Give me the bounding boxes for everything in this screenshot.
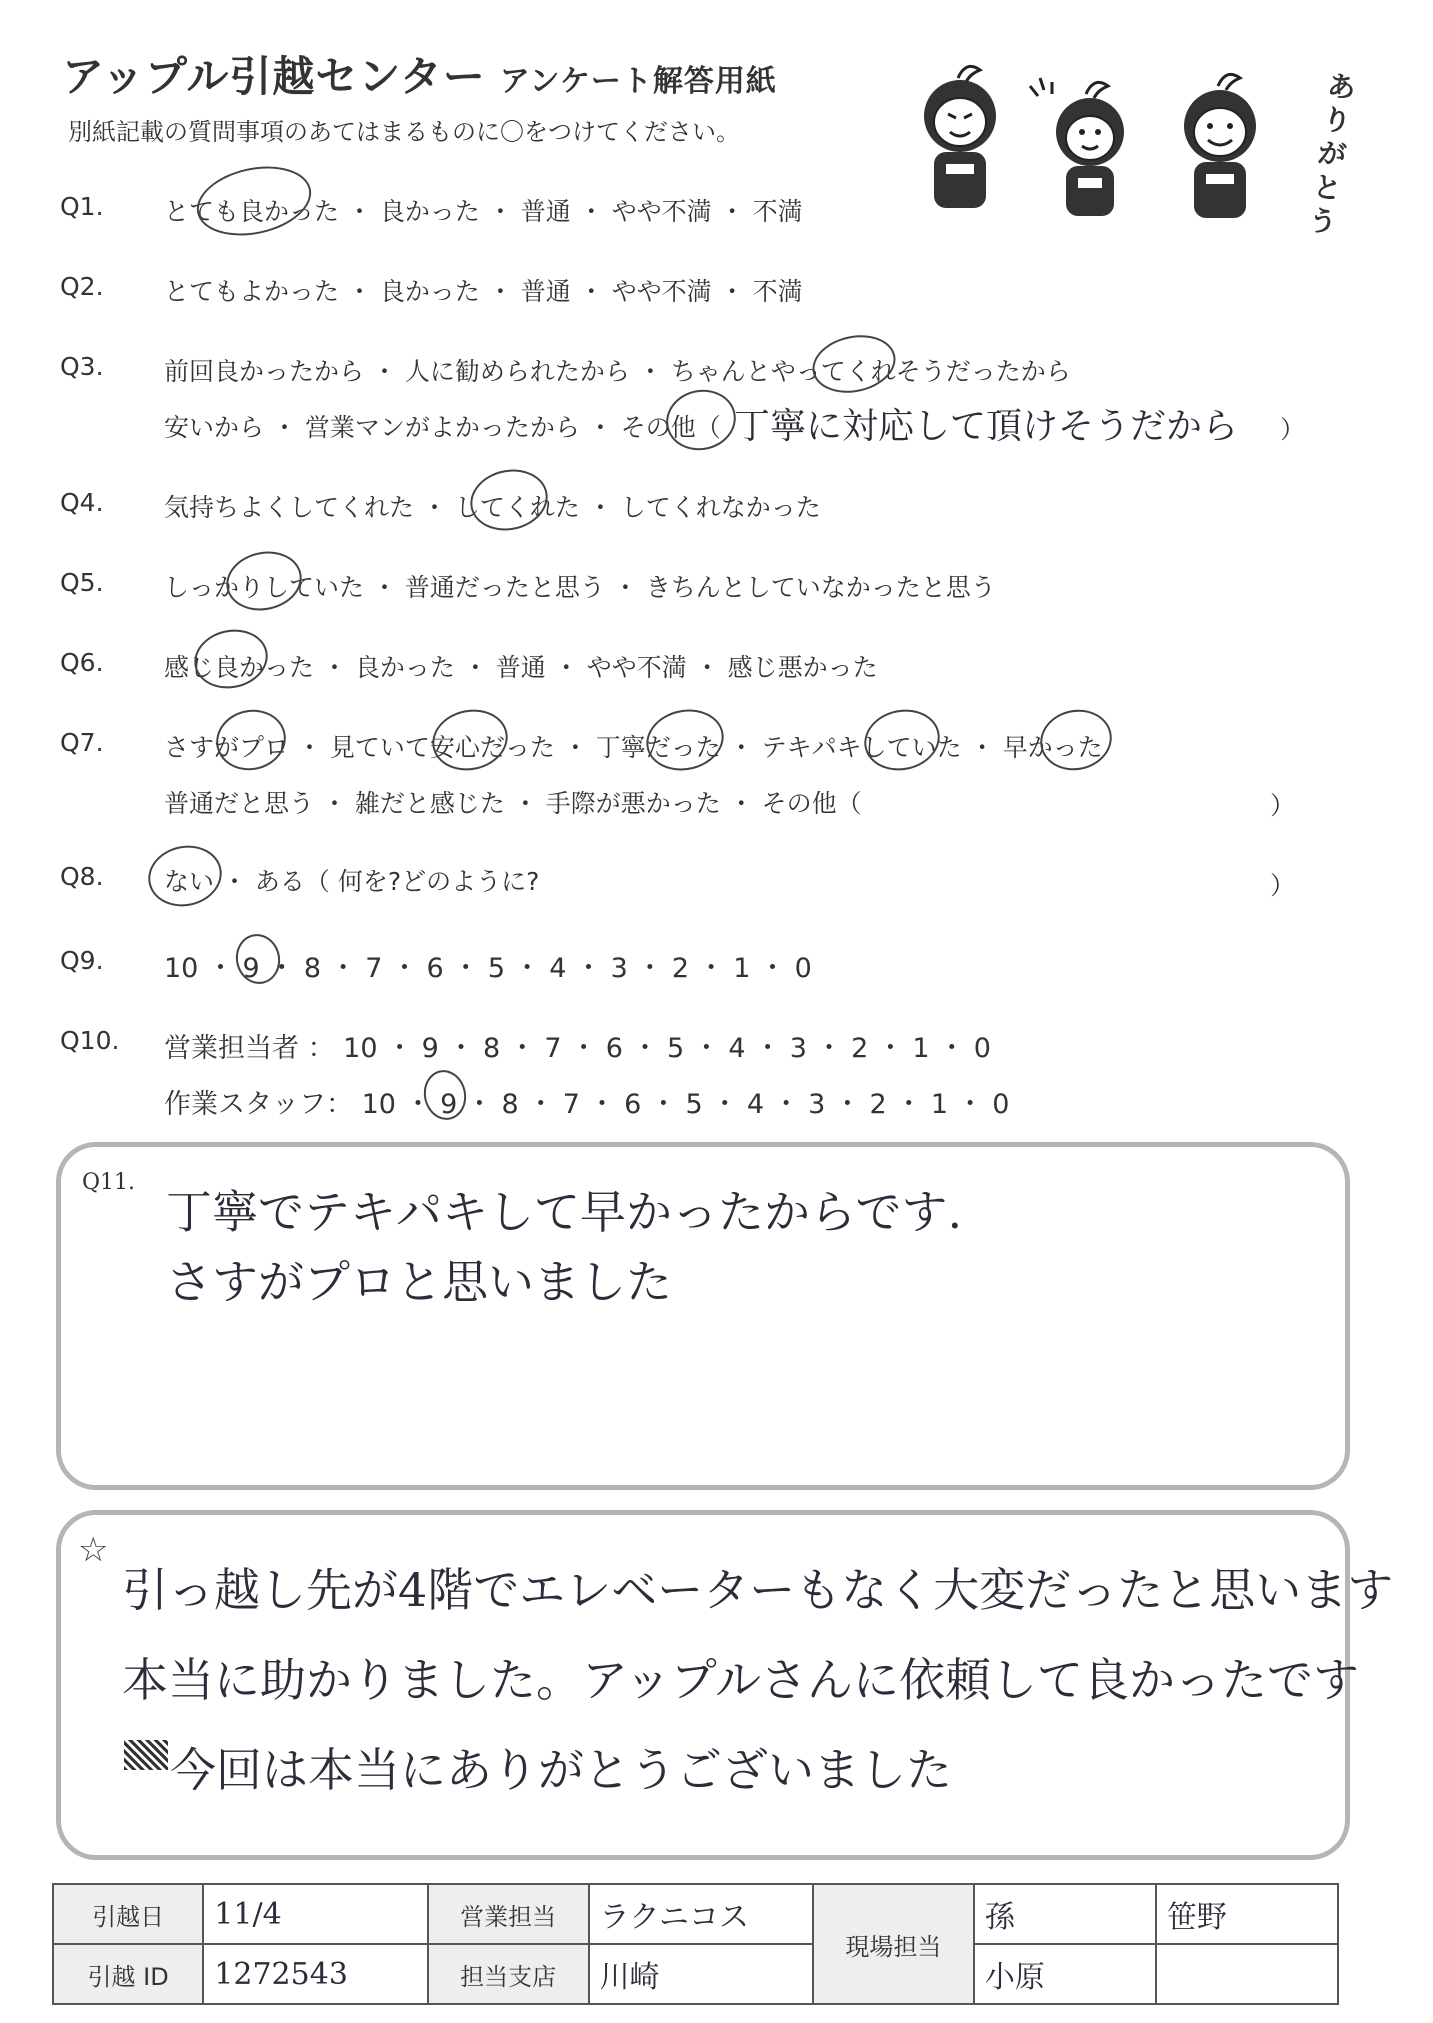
q3-options-line1: 前回良かったから ・ 人に勧められたから ・ ちゃんとやってくれそうだったから [164, 357, 1071, 386]
q1-options: とても良かった ・ 良かった ・ 普通 ・ やや不満 ・ 不満 [164, 197, 803, 226]
q3-close-paren: ） [1280, 415, 1306, 444]
q9-options: 10 ・ 9 ・ 8 ・ 7 ・ 6 ・ 5 ・ 4 ・ 3 ・ 2 ・ 1 ・ 0 [164, 953, 812, 984]
q7-label: Q7. [60, 728, 104, 757]
move-date-label: 引越日 [53, 1884, 203, 1944]
q8-close-paren: ） [1270, 871, 1296, 900]
q3-other-answer: 丁寧に対応して頂けそうだから [734, 406, 1239, 447]
mascot-monkey-right-icon [1184, 74, 1256, 218]
q7-circle-mark-3 [641, 703, 730, 778]
comment-scribble-mark [124, 1740, 168, 1770]
q10-sales-options: 営業担当者 ： 10 ・ 9 ・ 8 ・ 7 ・ 6 ・ 5 ・ 4 ・ 3 ・ 2 ・ 1 ・ 0 [164, 1033, 991, 1064]
branch-value: 川崎 [589, 1944, 813, 2004]
comment-line2: 本当に助かりました。アップルさんに依頼して良かったです [122, 1653, 1359, 1707]
q3-circle-mark-2 [807, 328, 901, 400]
q6-options: 感じ良かった ・ 良かった ・ 普通 ・ やや不満 ・ 感じ悪かった [164, 653, 878, 682]
comment-star-icon: ☆ [78, 1530, 109, 1570]
q11-label: Q11. [82, 1170, 136, 1195]
q11-answer-line1: 丁寧でテキパキして早かったからです. [166, 1185, 963, 1239]
site-value-1: 孫 [974, 1884, 1156, 1944]
footer-row-2 [53, 1944, 1338, 2004]
q2-label: Q2. [60, 272, 104, 301]
q3-options-line2: 安いから ・ 営業マンがよかったから ・ その他（ [164, 413, 721, 442]
move-date-value: 11/4 [203, 1884, 427, 1944]
q2-options: とてもよかった ・ 良かった ・ 普通 ・ やや不満 ・ 不満 [164, 277, 803, 306]
q8-circle-mark [143, 839, 228, 913]
q3-label: Q3. [60, 352, 104, 381]
comment-line1: 引っ越し先が4階でエレベーターもなく大変だったと思います [122, 1563, 1394, 1617]
instruction-text: 別紙記載の質問事項のあてはまるものに〇をつけてください。 [68, 118, 740, 146]
q3-circle-mark [661, 383, 742, 456]
sales-label: 営業担当 [428, 1884, 589, 1944]
q7-circle-mark-4 [859, 703, 946, 777]
site-empty-cell [1156, 1944, 1338, 2004]
company-name: アップル引越センター [62, 52, 486, 101]
q6-circle-mark [189, 623, 273, 695]
comment-line3: 今回は本当にありがとうございました [170, 1743, 952, 1797]
q7-options-line2: 普通だと思う ・ 雑だと感じた ・ 手際が悪かった ・ その他（ [164, 789, 862, 818]
branch-label: 担当支店 [428, 1944, 589, 2004]
q5-label: Q5. [60, 568, 104, 597]
q8-label: Q8. [60, 862, 104, 891]
q4-options: 気持ちよくしてくれた ・ してくれた ・ してくれなかった [164, 493, 821, 522]
mascot-illustration [900, 56, 1360, 236]
sales-value: ラクニコス [589, 1884, 813, 1944]
q7-circle-mark-2 [427, 703, 514, 777]
mascot-monkey-left-icon [924, 66, 996, 208]
mascot-monkey-center-icon [1030, 78, 1124, 216]
site-value-2: 笹野 [1156, 1884, 1338, 1944]
q7-options-line1: さすがプロ ・ 見ていて安心だった ・ 丁寧だった ・ テキパキしていた ・ 早かった [164, 733, 1103, 762]
q1-label: Q1. [60, 192, 104, 221]
q5-options: しっかりしていた ・ 普通だったと思う ・ きちんとしていなかったと思う [164, 573, 996, 602]
company-title [62, 44, 777, 104]
q4-label: Q4. [60, 488, 104, 517]
q10-staff-options: 作業スタッフ： 10 ・ 9 ・ 8 ・ 7 ・ 6 ・ 5 ・ 4 ・ 3 ・ 2 ・ 1 ・ 0 [164, 1089, 1010, 1120]
site-value-3: 小原 [974, 1944, 1156, 2004]
q6-label: Q6. [60, 648, 104, 677]
mascot-caption: ありがとう [1306, 68, 1358, 240]
form-title: アンケート解答用紙 [499, 64, 777, 99]
footer-table [52, 1883, 1339, 2005]
q4-circle-mark [465, 463, 554, 538]
q10-label: Q10. [60, 1026, 120, 1055]
q1-circle-mark [190, 157, 317, 246]
move-id-value: 1272543 [203, 1944, 427, 2004]
q7-close-paren: ） [1270, 791, 1296, 820]
site-label: 現場担当 [813, 1884, 974, 2004]
q7-circle-mark-5 [1035, 703, 1118, 777]
footer-row-1 [53, 1884, 1338, 1944]
q7-circle-mark-1 [211, 703, 292, 776]
q5-circle-mark [221, 545, 307, 618]
q9-label: Q9. [60, 946, 104, 975]
move-id-label: 引越 ID [53, 1944, 203, 2004]
q11-answer-line2: さすがプロと思いました [166, 1255, 672, 1309]
q8-options: ない ・ ある（ 何を?どのように? [164, 867, 540, 896]
